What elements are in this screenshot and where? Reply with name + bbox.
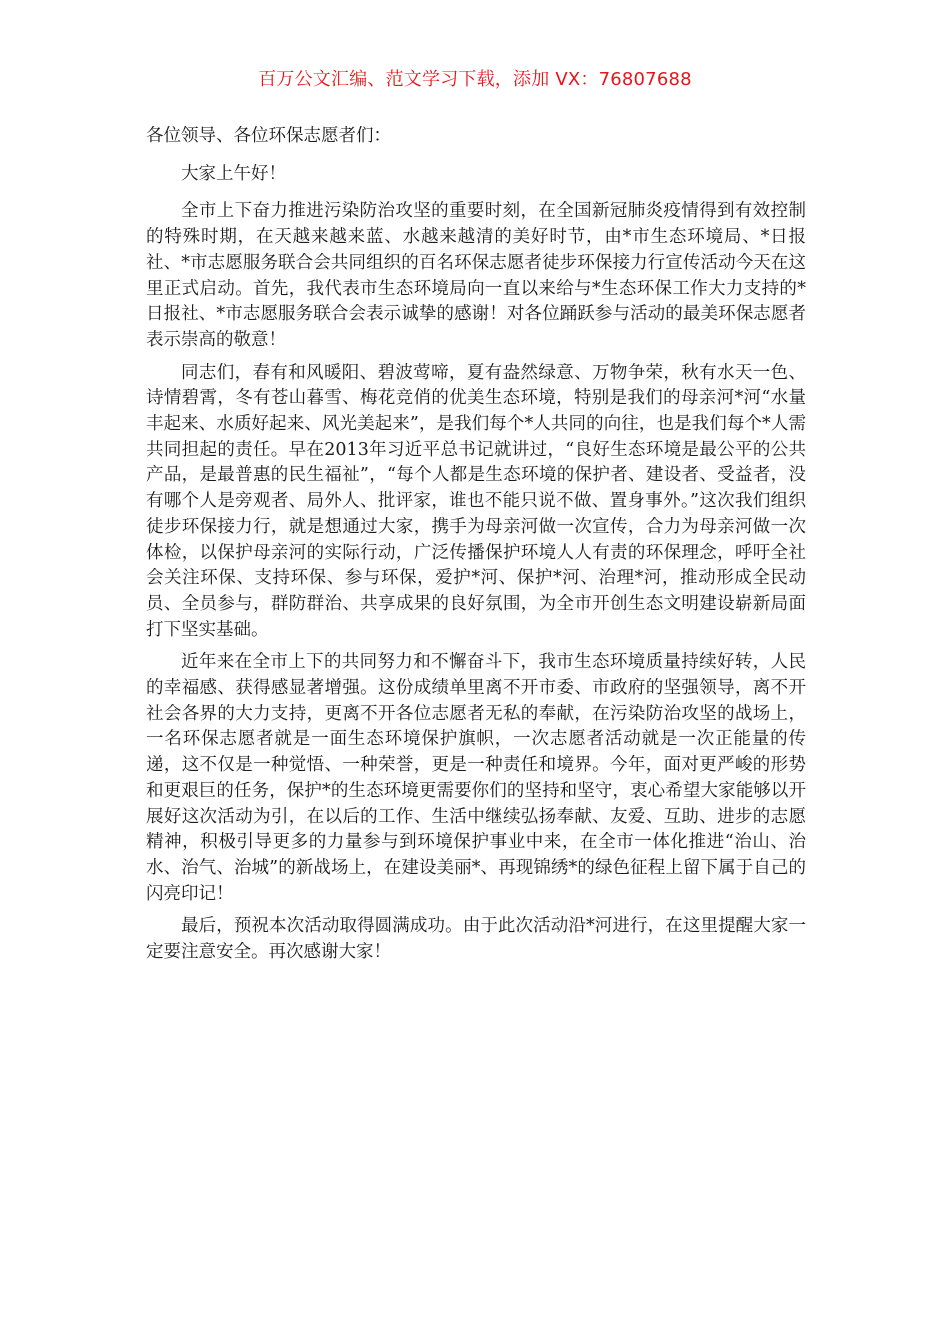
speech-body (146, 124, 806, 973)
paragraph-achievements: 近年来在全市上下的共同努力和不懈奋斗下，我市生态环境质量持续好转，人民的幸福感、获得感显著增强。这份成绩单里离不开市委、市政府的坚强领导，离不开社会各界的大力支持，更离不开各位志愿者无私的奉献，在污染防治攻坚的战场上，一名环保志愿者就是一面生态环境保护旗帜，一次志愿者活动就是一次正能量的传递，这不仅是一种觉悟、一种荣誉，更是一种责任和境界。今年，面对更严峻的形势和更艰巨的任务，保护*的生态环境更需要你们的坚持和坚守，衷心希望大家能够以开展好这次活动为引，在以后的工作、生活中继续弘扬奉献、友爱、互助、进步的志愿精神，积极引导更多的力量参与到环境保护事业中来，在全市一体化推进“治山、治水、治气、治城”的新战场上，在建设美丽*、再现锦绣*的绿色征程上留下属于自己的闪亮印记！ (146, 652, 806, 904)
paragraph-opening: 全市上下奋力推进污染防治攻坚的重要时刻，在全国新冠肺炎疫情得到有效控制的特殊时期，在天越来越来蓝、水越来越清的美好时节，由*市生态环境局、*日报社、*市志愿服务联合会共同组织的百名环保志愿者徒步环保接力行宣传活动今天在这里正式启动。首先，我代表市生态环境局向一直以来给与*生态环保工作大力支持的*日报社、*市志愿服务联合会表示诚挚的感谢！对各位踊跃参与活动的最美环保志愿者表示崇高的敬意！ (146, 201, 806, 350)
greeting: 大家上午好！ (181, 163, 286, 184)
paragraph-ecology: 同志们，春有和风暖阳、碧波莺啼，夏有盎然绿意、万物争荣，秋有水天一色、诗情碧霄，冬有苍山暮雪、梅花竞俏的优美生态环境，特别是我们的母亲河*河“水量丰起来、水质好起来、风光美起来”，是我们每个*人共同的向往，也是我们每个*人需共同担起的责任。早在2013年习近平总书记就讲过，“良好生态环境是最公平的公共产品，是最普惠的民生福祉”，“每个人都是生态环境的保护者、建设者、受益者，没有哪个人是旁观者、局外人、批评家，谁也不能只说不做、置身事外。”这次我们组织徒步环保接力行，就是想通过大家，携手为母亲河做一次宣传，合力为母亲河做一次体检，以保护母亲河的实际行动，广泛传播保护环境人人有责的环保理念，呼吁全社会关注环保、支持环保、参与环保，爱护*河、保护*河、治理*河，推动形成全民动员、全员参与，群防群治、共享成果的良好氛围，为全市开创生态文明建设崭新局面打下坚实基础。 (146, 362, 806, 640)
salutation: 各位领导、各位环保志愿者们： (146, 126, 391, 146)
paragraph-closing: 最后，预祝本次活动取得圆满成功。由于此次活动沿*河进行，在这里提醒大家一定要注意安全。再次感谢大家！ (146, 916, 806, 963)
watermark-header: 百万公文汇编、范文学习下载，添加 VX：76807688 (258, 69, 692, 90)
